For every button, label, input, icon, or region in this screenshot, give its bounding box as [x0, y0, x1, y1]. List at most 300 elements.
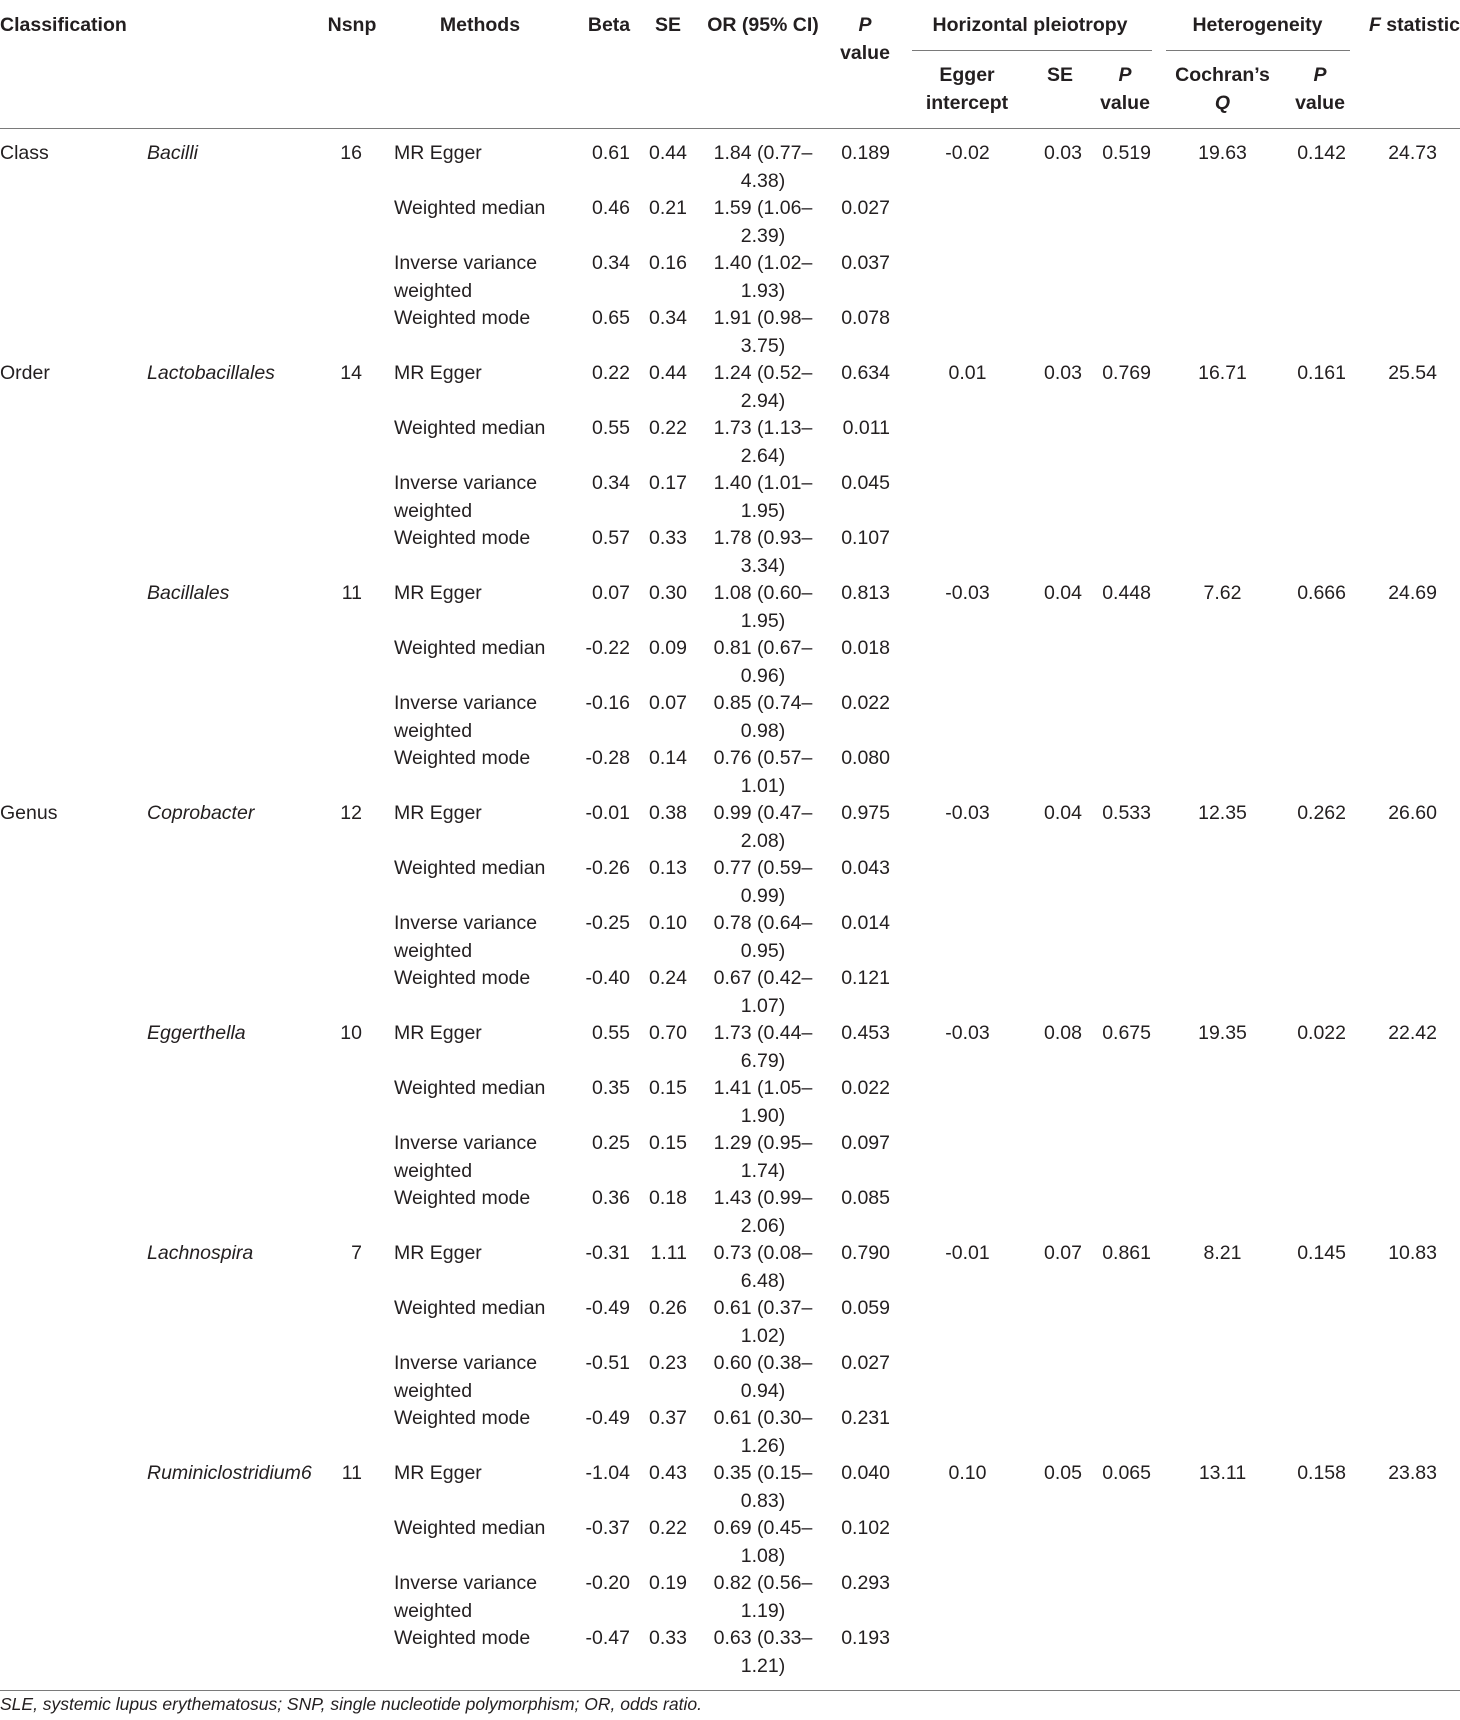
p-value: 0.121 [841, 967, 890, 989]
method-line: MR Egger [394, 362, 482, 384]
header-egger-se: SE [1046, 64, 1073, 86]
or-ci-line: 2.06) [740, 1214, 786, 1237]
method-name [394, 1460, 482, 1488]
p-value: 0.102 [841, 1517, 890, 1539]
header-rule [0, 128, 1460, 129]
se-value: 1.11 [650, 1242, 687, 1264]
cochrans-q-value: 19.63 [1198, 142, 1247, 164]
het-p-value: 0.145 [1297, 1242, 1346, 1264]
or-ci-line: 0.78 (0.64– [713, 912, 813, 934]
p-value: 0.231 [841, 1407, 890, 1429]
or-ci-line: 0.99) [740, 884, 786, 907]
or-ci-line: 1.41 (1.05– [713, 1077, 813, 1099]
beta-value: 0.25 [592, 1132, 630, 1154]
egger-p-value: 0.769 [1102, 362, 1151, 384]
method-line: Inverse variance [394, 472, 538, 494]
se-value: 0.18 [649, 1187, 687, 1209]
beta-value: -0.25 [585, 912, 630, 934]
egger-intercept-value: -0.03 [945, 802, 990, 824]
or-ci-value [698, 965, 828, 1020]
or-ci-line: 0.69 (0.45– [713, 1517, 813, 1539]
p-value: 0.975 [841, 802, 890, 824]
or-ci-line: 1.40 (1.01– [713, 472, 813, 494]
egger-se-value: 0.07 [1044, 1242, 1082, 1264]
nsnp-value: 10 [340, 1022, 362, 1044]
beta-value: -0.40 [585, 967, 630, 989]
header-beta: Beta [587, 14, 631, 36]
or-ci-value [698, 1075, 828, 1130]
method-name [394, 1295, 545, 1323]
het-p-value: 0.158 [1297, 1462, 1346, 1484]
or-ci-line: 1.73 (1.13– [713, 417, 813, 439]
or-ci-value [698, 360, 828, 415]
p-value: 0.097 [841, 1132, 890, 1154]
or-ci-line: 0.95) [740, 939, 786, 962]
method-name [394, 1515, 545, 1543]
or-ci-line: 0.60 (0.38– [713, 1352, 813, 1374]
cochrans-q-value: 16.71 [1198, 362, 1247, 384]
se-value: 0.22 [649, 417, 687, 439]
egger-intercept-value: -0.03 [945, 582, 990, 604]
or-ci-line: 0.94) [740, 1379, 786, 1402]
header-classification: Classification [0, 14, 127, 36]
or-ci-line: 2.64) [740, 444, 786, 467]
or-ci-line: 0.61 (0.37– [713, 1297, 813, 1319]
or-ci-line: 1.91 (0.98– [713, 307, 813, 329]
method-line: MR Egger [394, 142, 482, 164]
se-value: 0.34 [649, 307, 687, 329]
or-ci-line: 1.95) [740, 609, 786, 632]
or-ci-line: 6.79) [740, 1049, 786, 1072]
method-name [394, 1350, 537, 1405]
se-value: 0.37 [649, 1407, 687, 1429]
beta-value: 0.65 [592, 307, 630, 329]
se-value: 0.33 [649, 1627, 687, 1649]
p-value: 0.027 [841, 1352, 890, 1374]
egger-intercept-value: -0.03 [945, 1022, 990, 1044]
or-ci-value [698, 1350, 828, 1405]
egger-p-value: 0.861 [1102, 1242, 1151, 1264]
or-ci-line: 0.85 (0.74– [713, 692, 813, 714]
egger-se-value: 0.08 [1044, 1022, 1082, 1044]
egger-p-value: 0.519 [1102, 142, 1151, 164]
egger-p-value: 0.065 [1102, 1462, 1151, 1484]
p-value: 0.107 [841, 527, 890, 549]
or-ci-value [698, 1295, 828, 1350]
method-name [394, 745, 530, 773]
method-line: Inverse variance [394, 1352, 538, 1374]
bottom-rule [0, 1690, 1460, 1691]
or-ci-line: 1.95) [740, 499, 786, 522]
method-line: weighted [394, 719, 473, 742]
method-name [394, 525, 530, 553]
method-line: weighted [394, 1379, 473, 1402]
or-ci-line: 0.61 (0.30– [713, 1407, 813, 1429]
method-name [394, 855, 545, 883]
or-ci-line: 1.90) [740, 1104, 786, 1127]
het-p-value: 0.161 [1297, 362, 1346, 384]
beta-value: -0.16 [585, 692, 630, 714]
cochrans-q-value: 13.11 [1198, 1462, 1247, 1484]
classification-label: Class [0, 142, 49, 164]
beta-value: -1.04 [585, 1462, 630, 1484]
method-line: MR Egger [394, 1022, 482, 1044]
se-value: 0.43 [649, 1462, 687, 1484]
se-value: 0.44 [649, 362, 687, 384]
method-name [394, 965, 530, 993]
or-ci-line: 0.76 (0.57– [713, 747, 813, 769]
se-value: 0.16 [649, 252, 687, 274]
or-ci-value [698, 305, 828, 360]
beta-value: 0.22 [592, 362, 630, 384]
method-line: Weighted median [394, 1077, 546, 1099]
method-line: Inverse variance [394, 912, 538, 934]
or-ci-value [698, 470, 828, 525]
cochrans-q-value: 12.35 [1198, 802, 1247, 824]
or-ci-line: 0.73 (0.08– [713, 1242, 813, 1264]
or-ci-line: 1.78 (0.93– [713, 527, 813, 549]
beta-value: 0.35 [592, 1077, 630, 1099]
header-f-letter: F [1368, 14, 1381, 36]
method-name [394, 1075, 545, 1103]
method-line: MR Egger [394, 802, 482, 824]
method-line: Weighted mode [394, 1627, 531, 1649]
header-p-letter: P [858, 14, 872, 36]
p-value: 0.022 [841, 692, 890, 714]
or-ci-line: 2.94) [740, 389, 786, 412]
method-name [394, 580, 482, 608]
or-ci-value [698, 635, 828, 690]
or-ci-value [698, 250, 828, 305]
nsnp-value: 11 [341, 1462, 362, 1484]
method-line: Weighted mode [394, 967, 531, 989]
het-p-value: 0.262 [1297, 802, 1346, 824]
se-value: 0.15 [649, 1077, 687, 1099]
method-line: Inverse variance [394, 692, 538, 714]
beta-value: -0.37 [585, 1517, 630, 1539]
or-ci-value [698, 1515, 828, 1570]
nsnp-value: 16 [340, 142, 362, 164]
beta-value: 0.34 [592, 252, 630, 274]
or-ci-line: 1.74) [740, 1159, 786, 1182]
taxon-name: Coprobacter [147, 802, 255, 824]
method-line: Weighted mode [394, 1187, 531, 1209]
header-se: SE [654, 14, 681, 36]
taxon-name: Bacilli [147, 142, 198, 164]
p-value: 0.634 [841, 362, 890, 384]
egger-intercept-value: -0.02 [945, 142, 990, 164]
het-p-value: 0.666 [1297, 582, 1346, 604]
taxon-name: Lachnospira [147, 1242, 254, 1264]
or-ci-line: 3.34) [740, 554, 786, 577]
header-cochrans-q: Cochran’s Q [1175, 64, 1270, 114]
or-ci-line: 2.39) [740, 224, 786, 247]
method-line: Inverse variance [394, 252, 538, 274]
method-line: weighted [394, 279, 473, 302]
or-ci-value [698, 1570, 828, 1625]
f-statistic-value: 24.73 [1388, 142, 1437, 164]
or-ci-line: 1.26) [740, 1434, 786, 1457]
header-methods: Methods [439, 14, 521, 36]
p-value: 0.790 [841, 1242, 890, 1264]
beta-value: -0.20 [585, 1572, 630, 1594]
or-ci-line: 1.08) [740, 1544, 786, 1567]
method-name [394, 415, 545, 443]
or-ci-value [698, 690, 828, 745]
or-ci-value [698, 745, 828, 800]
egger-se-value: 0.05 [1044, 1462, 1082, 1484]
p-value: 0.813 [841, 582, 890, 604]
or-ci-line: 1.59 (1.06– [713, 197, 813, 219]
nsnp-value: 14 [340, 362, 362, 384]
se-value: 0.07 [649, 692, 687, 714]
se-value: 0.15 [649, 1132, 687, 1154]
se-value: 0.26 [649, 1297, 687, 1319]
or-ci-line: 0.96) [740, 664, 786, 687]
beta-value: 0.34 [592, 472, 630, 494]
method-line: Weighted mode [394, 747, 531, 769]
beta-value: 0.61 [592, 142, 630, 164]
beta-value: 0.36 [592, 1187, 630, 1209]
beta-value: -0.28 [585, 747, 630, 769]
method-name [394, 690, 537, 745]
or-ci-line: 0.83) [740, 1489, 786, 1512]
egger-se-value: 0.03 [1044, 362, 1082, 384]
cochrans-q-value: 8.21 [1203, 1242, 1242, 1264]
or-ci-line: 4.38) [740, 169, 786, 192]
method-line: MR Egger [394, 582, 482, 604]
se-value: 0.30 [649, 582, 687, 604]
header-f-statistic [1369, 12, 1460, 40]
method-line: Weighted mode [394, 527, 531, 549]
beta-value: -0.49 [585, 1297, 630, 1319]
header-or: OR (95% CI) [707, 14, 819, 36]
f-statistic-value: 22.42 [1388, 1022, 1437, 1044]
or-ci-line: 1.43 (0.99– [713, 1187, 813, 1209]
or-ci-value [698, 1460, 828, 1515]
method-name [394, 800, 482, 828]
or-ci-value [698, 910, 828, 965]
beta-value: 0.55 [592, 1022, 630, 1044]
method-line: Weighted mode [394, 307, 531, 329]
taxon-name: Bacillales [147, 582, 230, 604]
p-value: 0.453 [841, 1022, 890, 1044]
beta-value: 0.55 [592, 417, 630, 439]
header-heterogeneity: Heterogeneity [1192, 14, 1323, 36]
method-name [394, 250, 537, 305]
method-name [394, 1405, 530, 1433]
beta-value: 0.07 [592, 582, 630, 604]
or-ci-value [698, 1020, 828, 1075]
method-name [394, 1570, 537, 1625]
beta-value: -0.22 [585, 637, 630, 659]
se-value: 0.21 [649, 197, 687, 219]
beta-value: 0.46 [592, 197, 630, 219]
method-line: weighted [394, 1159, 473, 1182]
header-het-p-value: P value [1295, 64, 1345, 114]
cochrans-q-value: 19.35 [1198, 1022, 1247, 1044]
taxon-name: Eggerthella [147, 1022, 246, 1044]
nsnp-value: 7 [351, 1242, 362, 1264]
p-value: 0.085 [841, 1187, 890, 1209]
heterogeneity-group-underline [1166, 50, 1350, 51]
se-value: 0.19 [649, 1572, 687, 1594]
method-line: weighted [394, 1599, 473, 1622]
f-statistic-value: 25.54 [1388, 362, 1437, 384]
p-value: 0.193 [841, 1627, 890, 1649]
or-ci-value [698, 580, 828, 635]
or-ci-value [698, 1185, 828, 1240]
p-value: 0.059 [841, 1297, 890, 1319]
header-f-word: statistic [1380, 14, 1460, 36]
se-value: 0.70 [649, 1022, 687, 1044]
method-name [394, 470, 537, 525]
se-value: 0.23 [649, 1352, 687, 1374]
method-name [394, 1625, 530, 1653]
method-line: Weighted median [394, 197, 546, 219]
pleiotropy-group-underline [912, 50, 1152, 51]
taxon-name: Lactobacillales [147, 362, 275, 384]
or-ci-line: 1.84 (0.77– [713, 142, 813, 164]
egger-se-value: 0.03 [1044, 142, 1082, 164]
method-line: Weighted mode [394, 1407, 531, 1429]
se-value: 0.14 [649, 747, 687, 769]
or-ci-line: 0.63 (0.33– [713, 1627, 813, 1649]
method-line: weighted [394, 939, 473, 962]
classification-label: Order [0, 362, 50, 384]
or-ci-value [698, 140, 828, 195]
se-value: 0.24 [649, 967, 687, 989]
or-ci-value [698, 1240, 828, 1295]
or-ci-value [698, 1405, 828, 1460]
beta-value: -0.26 [585, 857, 630, 879]
beta-value: -0.01 [585, 802, 630, 824]
or-ci-line: 1.08 (0.60– [713, 582, 813, 604]
or-ci-line: 1.02) [740, 1324, 786, 1347]
or-ci-line: 1.07) [740, 994, 786, 1017]
beta-value: 0.57 [592, 527, 630, 549]
header-horizontal-pleiotropy: Horizontal pleiotropy [932, 14, 1128, 36]
method-name [394, 140, 482, 168]
nsnp-value: 11 [341, 582, 362, 604]
or-ci-value [698, 1625, 828, 1680]
het-p-value: 0.142 [1297, 142, 1346, 164]
method-name [394, 360, 482, 388]
se-value: 0.33 [649, 527, 687, 549]
f-statistic-value: 23.83 [1388, 1462, 1437, 1484]
p-value: 0.078 [841, 307, 890, 329]
method-name [394, 1240, 482, 1268]
p-value: 0.037 [841, 252, 890, 274]
or-ci-value [698, 525, 828, 580]
method-line: MR Egger [394, 1462, 482, 1484]
or-ci-line: 1.24 (0.52– [713, 362, 813, 384]
header-nsnp: Nsnp [327, 14, 377, 36]
or-ci-line: 1.40 (1.02– [713, 252, 813, 274]
p-value: 0.043 [841, 857, 890, 879]
or-ci-value [698, 1130, 828, 1185]
or-ci-line: 1.19) [740, 1599, 786, 1622]
or-ci-line: 6.48) [740, 1269, 786, 1292]
beta-value: -0.51 [585, 1352, 630, 1374]
method-name [394, 305, 530, 333]
method-line: Weighted median [394, 417, 546, 439]
or-ci-line: 0.82 (0.56– [713, 1572, 813, 1594]
method-line: weighted [394, 499, 473, 522]
se-value: 0.38 [649, 802, 687, 824]
method-line: Inverse variance [394, 1132, 538, 1154]
method-line: Inverse variance [394, 1572, 538, 1594]
p-value: 0.022 [841, 1077, 890, 1099]
egger-p-value: 0.533 [1102, 802, 1151, 824]
or-ci-line: 0.99 (0.47– [713, 802, 813, 824]
or-ci-line: 1.29 (0.95– [713, 1132, 813, 1154]
method-name [394, 1185, 530, 1213]
se-value: 0.10 [649, 912, 687, 934]
f-statistic-value: 24.69 [1388, 582, 1437, 604]
or-ci-line: 0.77 (0.59– [713, 857, 813, 879]
cochrans-q-value: 7.62 [1203, 582, 1242, 604]
classification-label: Genus [0, 802, 58, 824]
method-name [394, 195, 545, 223]
or-ci-line: 2.08) [740, 829, 786, 852]
or-ci-line: 1.93) [740, 279, 786, 302]
p-value: 0.045 [841, 472, 890, 494]
se-value: 0.44 [649, 142, 687, 164]
p-value: 0.014 [841, 912, 890, 934]
or-ci-line: 0.81 (0.67– [713, 637, 813, 659]
method-name [394, 910, 537, 965]
method-name [394, 1020, 482, 1048]
method-name [394, 635, 545, 663]
taxon-name: Ruminiclostridium6 [147, 1462, 312, 1484]
or-ci-line: 3.75) [740, 334, 786, 357]
p-value: 0.018 [841, 637, 890, 659]
se-value: 0.13 [649, 857, 687, 879]
f-statistic-value: 10.83 [1388, 1242, 1437, 1264]
egger-intercept-value: -0.01 [945, 1242, 990, 1264]
or-ci-line: 1.73 (0.44– [713, 1022, 813, 1044]
or-ci-value [698, 195, 828, 250]
egger-se-value: 0.04 [1044, 582, 1082, 604]
egger-intercept-value: 0.10 [948, 1462, 987, 1484]
f-statistic-value: 26.60 [1388, 802, 1437, 824]
table-footnote: SLE, systemic lupus erythematosus; SNP, single nucleotide polymorphism; OR, odds ratio. [0, 1694, 702, 1714]
method-line: MR Egger [394, 1242, 482, 1264]
method-line: Weighted median [394, 637, 546, 659]
beta-value: -0.47 [585, 1627, 630, 1649]
se-value: 0.17 [649, 472, 687, 494]
egger-p-value: 0.675 [1102, 1022, 1151, 1044]
header-p-word: value [840, 41, 890, 64]
or-ci-line: 0.98) [740, 719, 786, 742]
egger-se-value: 0.04 [1044, 802, 1082, 824]
egger-intercept-value: 0.01 [948, 362, 987, 384]
se-value: 0.22 [649, 1517, 687, 1539]
method-line: Weighted median [394, 1297, 546, 1319]
or-ci-value [698, 855, 828, 910]
p-value: 0.011 [842, 417, 890, 439]
method-line: Weighted median [394, 857, 546, 879]
or-ci-value [698, 800, 828, 855]
header-egger-p-value: P value [1100, 64, 1150, 114]
or-ci-line: 0.35 (0.15– [713, 1462, 813, 1484]
method-name [394, 1130, 537, 1185]
or-ci-value [698, 415, 828, 470]
beta-value: -0.31 [585, 1242, 630, 1264]
header-p-value [830, 12, 900, 67]
p-value: 0.293 [841, 1572, 890, 1594]
